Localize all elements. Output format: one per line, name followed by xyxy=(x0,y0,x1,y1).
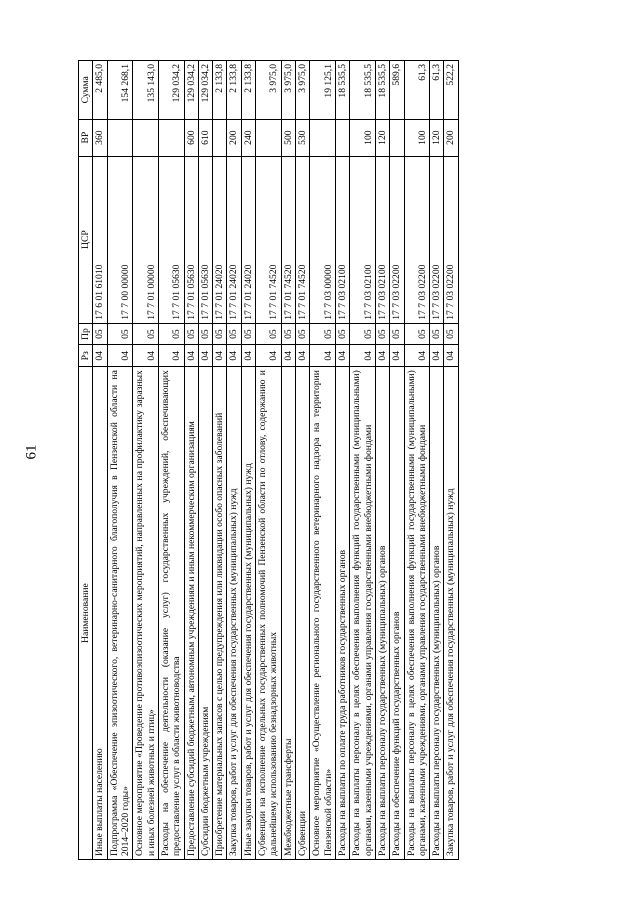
row-vr xyxy=(310,119,336,156)
row-rz: 04 xyxy=(335,345,349,367)
row-csr: 17 7 01 74520 xyxy=(281,156,295,323)
table-row xyxy=(335,61,349,860)
row-rz: 04 xyxy=(310,345,336,367)
row-csr: 17 7 03 02200 xyxy=(404,156,430,323)
row-csr: 17 6 01 61010 xyxy=(93,156,107,323)
row-csr: 17 7 03 02100 xyxy=(375,156,389,323)
table-row xyxy=(375,61,389,860)
row-pr: 05 xyxy=(93,323,107,345)
table-row xyxy=(213,61,227,860)
row-pr: 05 xyxy=(296,323,310,345)
row-csr: 17 7 01 05630 xyxy=(198,156,212,323)
row-csr: 17 7 00 00000 xyxy=(107,156,133,323)
row-pr: 05 xyxy=(158,323,184,345)
table-row xyxy=(184,61,198,860)
row-sum: 154 268,1 xyxy=(107,61,133,120)
header-sum: Сумма xyxy=(79,61,93,120)
row-name: Расходы на выплаты персоналу государственных (муниципальных) органов xyxy=(430,367,444,860)
row-vr: 120 xyxy=(375,119,389,156)
table-row xyxy=(133,61,159,860)
row-name: Субвенции xyxy=(296,367,310,860)
row-vr: 530 xyxy=(296,119,310,156)
row-rz: 04 xyxy=(158,345,184,367)
row-pr: 05 xyxy=(213,323,227,345)
row-vr: 100 xyxy=(404,119,430,156)
row-name: Основное мероприятие «Осуществление регионального государственного ветеринарного надзора на территории Пензенской области» xyxy=(310,367,336,860)
row-csr: 17 7 01 24020 xyxy=(213,156,227,323)
row-sum: 3 975,0 xyxy=(296,61,310,120)
row-name: Иные выплаты населению xyxy=(93,367,107,860)
row-name: Подпрограмма «Обеспечение эпизоотического, ветеринарно-санитарного благополучия в Пензенской области на 2014–2020 годы» xyxy=(107,367,133,860)
row-name: Межбюджетные трансферты xyxy=(281,367,295,860)
row-sum: 135 143,0 xyxy=(133,61,159,120)
row-pr: 05 xyxy=(133,323,159,345)
row-rz: 04 xyxy=(93,345,107,367)
row-vr xyxy=(390,119,404,156)
row-name: Приобретение материальных запасов с целью предупреждения или ликвидации особо опасных заболеваний xyxy=(213,367,227,860)
table-header-row xyxy=(79,61,93,860)
row-rz: 04 xyxy=(241,345,255,367)
row-sum: 61,3 xyxy=(430,61,444,120)
row-name: Расходы на обеспечение функций государственных органов xyxy=(390,367,404,860)
row-pr: 05 xyxy=(350,323,376,345)
row-vr: 360 xyxy=(93,119,107,156)
row-csr: 17 7 01 24020 xyxy=(227,156,241,323)
row-name: Субсидии бюджетным учреждениям xyxy=(198,367,212,860)
row-sum: 2 485,0 xyxy=(93,61,107,120)
row-name: Расходы на выплаты персоналу в целях обеспечения выполнения функций государственными (муниципальными) органами, казенными учреждениями, органами управления государственными внебюджетными фондами xyxy=(350,367,376,860)
row-rz: 04 xyxy=(198,345,212,367)
row-vr xyxy=(213,119,227,156)
row-pr: 05 xyxy=(107,323,133,345)
header-csr: ЦСР xyxy=(79,156,93,323)
row-name: Расходы на выплаты персоналу в целях обеспечения выполнения функций государственными (муниципальными) органами, казенными учреждениями, органами управления государственными внебюджетными фондами xyxy=(404,367,430,860)
table-row xyxy=(430,61,444,860)
row-pr: 05 xyxy=(335,323,349,345)
row-name: Расходы на выплаты персоналу государственных (муниципальных) органов xyxy=(375,367,389,860)
header-pr: Пр xyxy=(79,323,93,345)
row-rz: 04 xyxy=(107,345,133,367)
table-row xyxy=(241,61,255,860)
row-rz: 04 xyxy=(281,345,295,367)
header-name: Наименование xyxy=(79,367,93,860)
table-row xyxy=(256,61,282,860)
row-sum: 522,2 xyxy=(444,61,458,120)
row-csr: 17 7 03 02100 xyxy=(350,156,376,323)
row-csr: 17 7 01 05630 xyxy=(158,156,184,323)
row-vr: 100 xyxy=(350,119,376,156)
row-csr: 17 7 03 02100 xyxy=(335,156,349,323)
row-vr: 200 xyxy=(227,119,241,156)
row-pr: 05 xyxy=(404,323,430,345)
row-vr: 200 xyxy=(444,119,458,156)
row-rz: 04 xyxy=(296,345,310,367)
row-sum: 589,6 xyxy=(390,61,404,120)
row-name: Иные закупки товаров, работ и услуг для обеспечения государственных (муниципальных) нужд xyxy=(241,367,255,860)
row-sum: 18 535,5 xyxy=(335,61,349,120)
row-vr xyxy=(335,119,349,156)
row-pr: 05 xyxy=(390,323,404,345)
row-rz: 04 xyxy=(133,345,159,367)
row-name: Закупка товаров, работ и услуг для обеспечения государственных (муниципальных) нужд xyxy=(444,367,458,860)
row-rz: 04 xyxy=(227,345,241,367)
row-pr: 05 xyxy=(227,323,241,345)
row-name: Предоставление субсидий бюджетным, автономным учреждениям и иным некоммерческим организациям xyxy=(184,367,198,860)
row-rz: 04 xyxy=(256,345,282,367)
header-rz: Рз xyxy=(79,345,93,367)
row-rz: 04 xyxy=(213,345,227,367)
rotated-table-container xyxy=(78,60,588,860)
row-name: Расходы на выплаты по оплате труда работников государственных органов xyxy=(335,367,349,860)
row-csr: 17 7 01 24020 xyxy=(241,156,255,323)
table-row xyxy=(310,61,336,860)
row-csr: 17 7 01 00000 xyxy=(133,156,159,323)
row-csr: 17 7 01 74520 xyxy=(256,156,282,323)
row-vr: 600 xyxy=(184,119,198,156)
row-name: Расходы на обеспечение деятельности (оказание услуг) государственных учреждений, обеспечивающих предоставление услуг в области животноводства xyxy=(158,367,184,860)
row-csr: 17 7 03 02200 xyxy=(390,156,404,323)
row-pr: 05 xyxy=(281,323,295,345)
row-rz: 04 xyxy=(375,345,389,367)
row-pr: 05 xyxy=(241,323,255,345)
row-csr: 17 7 01 74520 xyxy=(296,156,310,323)
table-row xyxy=(296,61,310,860)
table-row xyxy=(390,61,404,860)
row-pr: 05 xyxy=(444,323,458,345)
row-csr: 17 7 03 02200 xyxy=(444,156,458,323)
row-sum: 129 034,2 xyxy=(158,61,184,120)
row-pr: 05 xyxy=(375,323,389,345)
row-vr xyxy=(133,119,159,156)
row-sum: 18 535,5 xyxy=(350,61,376,120)
row-name: Основное мероприятие «Проведение противоэпизоотических мероприятий, направленных на профилактику заразных и иных болезней животных и птиц» xyxy=(133,367,159,860)
table-row xyxy=(281,61,295,860)
row-pr: 05 xyxy=(198,323,212,345)
table-body xyxy=(93,61,458,860)
row-vr xyxy=(256,119,282,156)
row-csr: 17 7 01 05630 xyxy=(184,156,198,323)
row-rz: 04 xyxy=(444,345,458,367)
table-row xyxy=(198,61,212,860)
row-pr: 05 xyxy=(430,323,444,345)
row-rz: 04 xyxy=(184,345,198,367)
row-vr: 240 xyxy=(241,119,255,156)
table-row xyxy=(158,61,184,860)
table-row xyxy=(93,61,107,860)
row-vr xyxy=(107,119,133,156)
table-row xyxy=(350,61,376,860)
budget-table xyxy=(78,60,459,860)
row-csr: 17 7 03 00000 xyxy=(310,156,336,323)
row-rz: 04 xyxy=(350,345,376,367)
row-vr: 120 xyxy=(430,119,444,156)
row-sum: 3 975,0 xyxy=(256,61,282,120)
row-vr xyxy=(158,119,184,156)
row-sum: 19 125,1 xyxy=(310,61,336,120)
row-sum: 3 975,0 xyxy=(281,61,295,120)
row-sum: 2 133,8 xyxy=(213,61,227,120)
row-sum: 18 535,5 xyxy=(375,61,389,120)
row-name: Закупка товаров, работ и услуг для обеспечения государственных (муниципальных) нужд xyxy=(227,367,241,860)
table-row xyxy=(404,61,430,860)
row-name: Субвенции на исполнение отдельных государственных полномочий Пензенской области по отлову, содержанию и дальнейшему использованию безнадзорных животных xyxy=(256,367,282,860)
table-row xyxy=(107,61,133,860)
row-rz: 04 xyxy=(430,345,444,367)
row-sum: 2 133,8 xyxy=(241,61,255,120)
row-rz: 04 xyxy=(404,345,430,367)
row-vr: 610 xyxy=(198,119,212,156)
page-number: 61 xyxy=(23,444,40,460)
table-row xyxy=(227,61,241,860)
row-sum: 129 034,2 xyxy=(198,61,212,120)
row-pr: 05 xyxy=(184,323,198,345)
row-vr: 500 xyxy=(281,119,295,156)
row-pr: 05 xyxy=(256,323,282,345)
row-sum: 2 133,8 xyxy=(227,61,241,120)
row-rz: 04 xyxy=(390,345,404,367)
row-sum: 61,3 xyxy=(404,61,430,120)
header-vr: ВР xyxy=(79,119,93,156)
row-pr: 05 xyxy=(310,323,336,345)
table-row xyxy=(444,61,458,860)
row-csr: 17 7 03 02200 xyxy=(430,156,444,323)
row-sum: 129 034,2 xyxy=(184,61,198,120)
